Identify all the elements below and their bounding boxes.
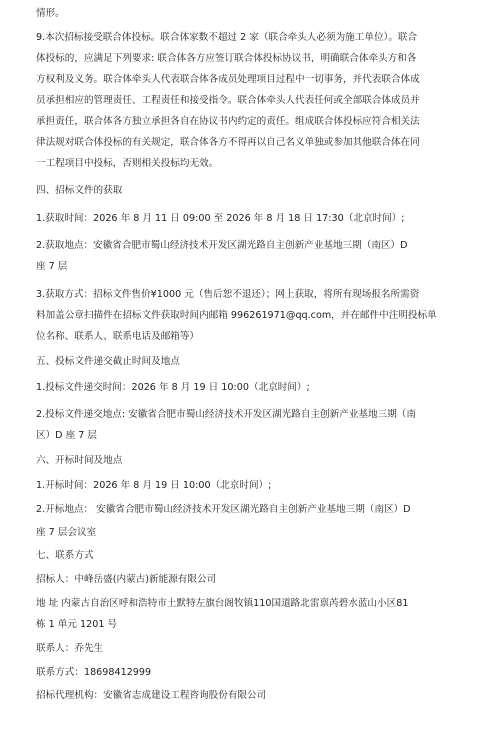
text-line: 2.投标文件递交地点: 安徽省合肥市蜀山经济技术开发区湖光路自主创新产业基地三期（南 [36, 409, 416, 420]
text-line: 联系方式：18698412999 [36, 667, 152, 678]
section-heading: 七、联系方式 [36, 550, 94, 561]
text-line: 情形。 [36, 8, 65, 19]
text-line: 2.开标地点： 安徽省合肥市蜀山经济技术开发区湖光路自主创新产业基地三期（南区）D [36, 504, 411, 515]
text-line: 承担责任，联合体各方独立承担各自在协议书内约定的责任。组成联合体投标应符合相关法 [36, 116, 420, 127]
section-heading: 四、招标文件的获取 [36, 185, 123, 196]
text-line: 联系人：乔先生 [36, 643, 104, 654]
text-line: 1.投标文件递交时间：2026 年 8 月 19 日 10:00（北京时间）; [36, 382, 310, 393]
text-line: 位名称、联系人、联系电话及邮箱等） [36, 331, 200, 342]
text-line: 3.获取方式：招标文件售价¥1000 元（售后恕不退还）；网上获取，将所有现场报名所需资 [36, 289, 420, 300]
text-line: 座 7 层 [36, 261, 68, 272]
section-heading: 五、投标文件递交截止时间及地点 [36, 356, 180, 367]
section-heading: 六、开标时间及地点 [36, 455, 123, 466]
text-line: 地 址 内蒙古自治区呼和浩特市土默特左旗台阁牧镇110国道路北雷禀芮碧水蓝山小区81 [36, 598, 409, 609]
text-line: 2.获取地点：安徽省合肥市蜀山经济技术开发区湖光路自主创新产业基地三期（南区）D [36, 240, 408, 251]
text-line: 招标人：中峰岳盛(内蒙古)新能源有限公司 [36, 574, 217, 585]
text-line: 栋 1 单元 1201 号 [36, 619, 118, 630]
text-line: 招标代理机构：安徽省志成建设工程咨询股份有限公司 [36, 690, 267, 701]
text-line: 1.开标时间：2026 年 8 月 19 日 10:00（北京时间）; [36, 480, 272, 491]
text-line: 料加盖公章扫描件在招标文件获取时间内邮箱 996261971@qq.com，并在邮件中注明投标单 [36, 310, 437, 321]
text-line: 9.本次招标接受联合体投标。联合体家数不超过 2 家（联合牵头人必须为施工单位）。联合 [36, 32, 418, 43]
text-line: 区）D 座 7 层 [36, 430, 98, 441]
text-line: 1.获取时间：2026 年 8 月 11 日 09:00 至 2026 年 8 月 18 日 17:30（北京时间）; [36, 213, 405, 224]
text-line: 一工程项目中投标，否则相关投标均无效。 [36, 158, 219, 169]
text-line: 座 7 层会议室 [36, 527, 97, 538]
text-line: 员承担相应的管理责任、工程责任和接受指令。联合体牵头人代表任何或全部联合体成员并 [36, 95, 420, 106]
text-line: 体投标的，应满足下列要求: 联合体各方应签订联合体投标协议书，明确联合体牵头方和各 [36, 53, 417, 64]
text-line: 律法规对联合体投标的有关规定，联合体各方不得再以自己名义单独或参加其他联合体在同 [36, 137, 420, 148]
text-line: 方权利及义务。联合体牵头人代表联合体各成员处理项目过程中一切事务，并代表联合体成 [36, 74, 420, 85]
